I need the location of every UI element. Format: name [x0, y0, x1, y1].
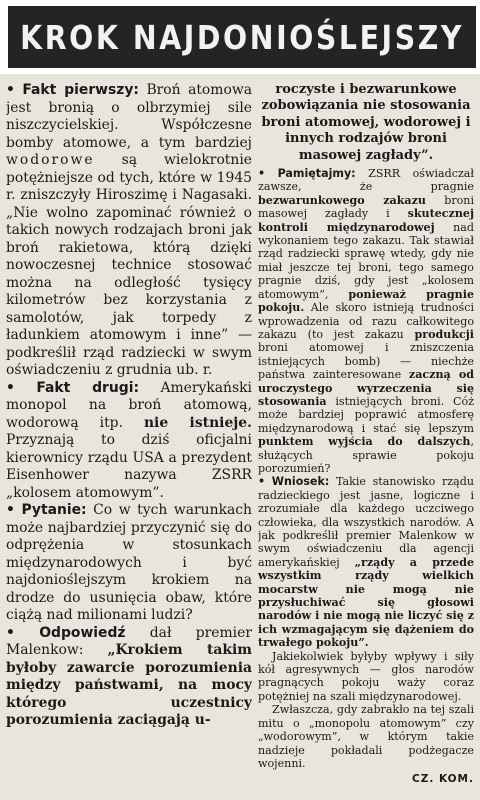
spaced-word: wodorowe	[6, 152, 95, 168]
article-columns	[6, 82, 474, 794]
author-signature: CZ. KOM.	[412, 773, 474, 786]
text-pamietajmy-5: broni atomowej i zniszczenia istniejących bomb) — niechże państwa zainteresowane	[258, 341, 474, 382]
left-column	[6, 82, 252, 794]
lead-fakt-drugi: Fakt drugi:	[36, 379, 140, 396]
lead-odpowiedz: Odpowiedź	[39, 624, 126, 641]
bold-quote-malenkow: „Krokiem takim byłoby zawarcie porozumienia między państwami, na mocy którego uczestnicy porozumienia zaciągają u-	[6, 642, 252, 728]
bullet-icon: •	[6, 624, 15, 641]
text-fakt-drugi-1: Amerykański monopol na broń atomową, wodorową itp.	[6, 379, 252, 431]
text-wniosek: Takie stanowisko rządu radzieckiego jest jasne, logiczne i zrozumiałe dla każdego uczciwego człowieka, dla wszystkich narodów. A jak podkreślił premier Malenkow w swym oświadczeniu dla agencji amerykańskiej	[258, 475, 474, 569]
right-column	[258, 82, 474, 794]
headline-title: KROK NAJDONIOŚLEJSZY	[20, 17, 464, 57]
bold-pamietajmy-2: skutecznej kontroli międzynarodowej	[258, 207, 474, 234]
text-pamietajmy-7: , służących sprawie pokoju porozumień?	[258, 435, 474, 475]
paragraph-pamietajmy	[258, 167, 474, 475]
text-pytanie: Co w tych warunkach może najbardziej przyczynić się do odprężenia w stosunkach międzynarodowych i być najdonioślejszym krokiem na drodze do usunięcia obaw, które ciążą nad milionami ludzi?	[6, 502, 252, 623]
text-pamietajmy-1: ZSRR oświadczał zawsze, że pragnie	[258, 167, 474, 194]
bold-pamietajmy-1: bezwarunkowego zakazu	[258, 193, 426, 207]
bold-pamietajmy-6: punktem wyjścia do dalszych	[258, 435, 471, 449]
text-fakt-pierwszy-2: są wielokrotnie potężniejsze od tych, które w 1945 r. zniszczyły Hiroszimę i Nagasaki. „Nie wolno zapominać również o takich nowych rodzajach broni jak broń rakietowa, którą dzięki nowoczesnej technice stosować można na odległość tysięcy kilometrów bez korzystania z samolotów, jak torpedy z ładunkiem atomowym i inne” — podkreślił rząd radziecki w swym oświadczeniu z grudnia ub. r.	[6, 152, 252, 378]
bold-wniosek: „rządy a przede wszystkim rządy wielkich mocarstw nie mogą nie przysłuchiwać się głosowi narodów i nie mogą nie liczyć się z ich wzmagającym się dążeniem do trwałego pokoju”.	[258, 555, 474, 650]
text-odpowiedz: dał premier Malenkow:	[6, 624, 252, 658]
bullet-icon: •	[6, 502, 15, 518]
bullet-icon: •	[258, 475, 266, 489]
lead-fakt-pierwszy: Fakt pierwszy:	[22, 82, 139, 98]
text-pamietajmy-6: istniejących broni. Cóż może bardziej poprawić atmosferę międzynarodową i stać się lepszym	[258, 394, 474, 435]
lead-pamietajmy: Pamiętajmy:	[277, 167, 356, 181]
bullet-icon: •	[258, 167, 266, 181]
paragraph-wniosek	[258, 475, 474, 649]
text-pamietajmy-4: Ale skoro istnieją trudności wprowadzenia od razu całkowitego zakazu (to jest zakazu	[258, 301, 474, 341]
bold-pamietajmy-3: ponieważ pragnie pokoju.	[258, 287, 474, 315]
lead-pytanie: Pytanie:	[21, 502, 87, 518]
text-fakt-pierwszy-1: Broń atomowa jest bronią o olbrzymiej sile niszczycielskiej. Współczesne bomby atomowe, a tym bardziej	[6, 82, 252, 151]
paragraph-fakt-drugi	[6, 380, 252, 503]
quote-continuation: roczyste i bezwarunkowe zobowiązania nie stosowania broni atomowej, wodorowej i innych rodzajów broni masowej zagłady”.	[261, 82, 471, 163]
lead-wniosek: Wniosek:	[271, 475, 330, 489]
bold-pamietajmy-5: zaczną od uroczystego wyrzeczenia się stosowania	[258, 368, 474, 408]
paragraph-sily: Jakiekolwiek byłyby wpływy i siły kół agresywnych — głos narodów pragnących pokoju waży coraz potężniej na szali międzynarodowej.	[258, 649, 474, 703]
paragraph-pytanie	[6, 502, 252, 625]
headline-banner	[0, 0, 480, 74]
bold-pamietajmy-4: produkcji	[414, 327, 474, 341]
paragraph-fakt-pierwszy	[6, 82, 252, 380]
bold-nie-istnieje: nie istnieje.	[143, 414, 252, 431]
paragraph-zwlaszcza: Zwłaszcza, gdy zabrakło na tej szali mitu o „monopolu atomowym” czy „wodorowym”, w którym takie nadzieje pokładali podżegacze wojenni.	[258, 703, 474, 770]
text-fakt-drugi-2: Przyznają to dziś oficjalni kierownicy rządu USA a prezydent Eisenhower nazywa ZSRR „kolosem atomowym”.	[6, 432, 252, 501]
bullet-icon: •	[6, 82, 15, 98]
headline-box	[8, 6, 476, 68]
paragraph-odpowiedz	[6, 625, 252, 730]
text-pamietajmy-2: broni masowej zagłady i	[258, 193, 474, 221]
text-pamietajmy-3: nad wykonaniem tego zakazu. Tak stawiał rząd radziecki sprawę wtedy, gdy nie miał jeszcze tej broni, tego samego pragnie dziś, gdy jest „kolosem atomowym”,	[258, 220, 474, 301]
bullet-icon: •	[6, 379, 15, 396]
